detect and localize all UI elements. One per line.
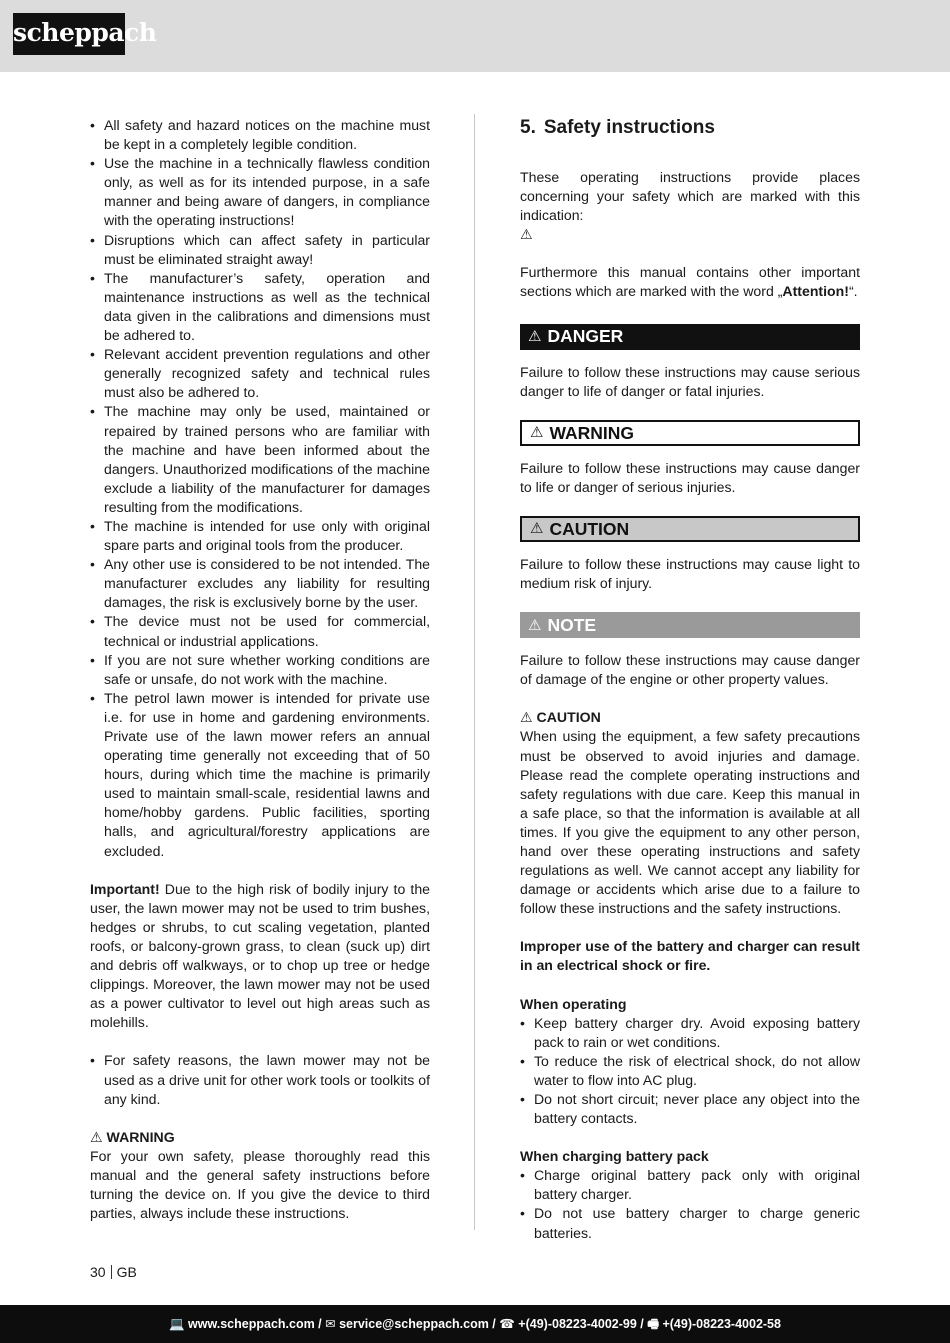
warning-description: Failure to follow these instructions may cause danger to life or danger of serious injuries. bbox=[520, 459, 860, 495]
list-item: • Use the machine in a technically flawless condition only, as well as for its intended purpose, in a safe manner and being aware of dangers, in compliance with the operating instructions! bbox=[90, 154, 430, 230]
list-item: • The machine may only be used, maintained or repaired by trained persons who are familiar with the machine and have been informed about the dangers. Unauthorized modifications of the machine exclude a liability of the manufacturer for damages resulting from the modifications. bbox=[90, 402, 430, 517]
warning-triangle-icon: ⚠ bbox=[530, 519, 544, 537]
spacer bbox=[520, 244, 860, 263]
language-code: GB bbox=[116, 1264, 137, 1280]
contact-footer-bar bbox=[0, 1305, 950, 1343]
spacer bbox=[90, 1109, 430, 1128]
list-item: • All safety and hazard notices on the machine must be kept in a completely legible condition. bbox=[90, 116, 430, 154]
page-separator bbox=[111, 1265, 112, 1279]
signal-label: DANGER bbox=[547, 326, 624, 347]
page-number bbox=[90, 1264, 137, 1280]
spacer bbox=[520, 689, 860, 708]
important-paragraph bbox=[90, 880, 430, 1033]
contact-line: 💻 www.scheppach.com / ✉ service@scheppach.com / ☎ +(49)-08223-4002-99 / 🖷 +(49)-08223-4002-58 bbox=[169, 1317, 781, 1331]
page-number-value: 30 bbox=[90, 1264, 106, 1280]
caution-description: Failure to follow these instructions may cause light to medium risk of injury. bbox=[520, 555, 860, 592]
safety-bullet-list-2 bbox=[90, 1051, 430, 1108]
operating-heading: When operating bbox=[520, 995, 627, 1012]
signal-label: NOTE bbox=[547, 614, 597, 635]
important-label: Important! bbox=[90, 880, 160, 897]
brand-logo: scheppach bbox=[13, 13, 125, 55]
warning-triangle-icon: ⚠ bbox=[528, 328, 542, 346]
spacer bbox=[520, 302, 860, 324]
spacer bbox=[90, 861, 430, 880]
spacer bbox=[90, 1032, 430, 1051]
left-column bbox=[90, 116, 430, 1223]
header-band bbox=[0, 0, 950, 72]
important-text: Due to the high risk of bodily injury to the user, the lawn mower may not be used to trim bushes, hedges or shrubs, to cut scaling vegetation, planted roofs, or balcony-grown grass, to clean (suck up) dirt and debris off walkways, or to chop up tree or hedge clippings. Moreover, the lawn mower may not be used as a power cultivator to level out high areas such as molehills. bbox=[90, 880, 430, 1031]
warning-triangle-icon: ⚠ bbox=[520, 226, 533, 243]
intro-2-text: Furthermore this manual contains other important sections which are marked with the word „ bbox=[520, 264, 860, 300]
signal-label: CAUTION bbox=[549, 518, 630, 539]
attention-word: Attention! bbox=[782, 283, 849, 300]
danger-description: Failure to follow these instructions may cause serious danger to life of danger or fatal injuries. bbox=[520, 363, 860, 399]
charging-heading: When charging battery pack bbox=[520, 1148, 709, 1165]
list-item: • For safety reasons, the lawn mower may not be used as a drive unit for other work tools or toolkits of any kind. bbox=[90, 1051, 430, 1108]
caution-signal-box bbox=[520, 516, 860, 542]
list-item: • To reduce the risk of electrical shock, do not allow water to flow into AC plug. bbox=[520, 1052, 860, 1090]
list-item: • The petrol lawn mower is intended for private use i.e. for use in home and gardening environments. Private use of the lawn mower refers an annual operating time generally not exceeding that of 50 hours, during which time the machine is primarily used to maintain small-scale, residential lawns and home/hobby gardens. Public facilities, sporting halls, and agricultural/forestry applications are excluded. bbox=[90, 689, 430, 861]
list-item: • The device must not be used for commercial, technical or industrial applications. bbox=[90, 612, 430, 650]
section-number: 5. bbox=[520, 117, 536, 138]
signal-label: WARNING bbox=[549, 422, 635, 443]
intro-paragraph-1 bbox=[520, 168, 860, 244]
note-signal-box bbox=[520, 612, 860, 638]
spacer bbox=[520, 976, 860, 995]
spacer bbox=[520, 401, 860, 420]
list-item: • Disruptions which can affect safety in particular must be eliminated straight away! bbox=[90, 231, 430, 269]
note-description: Failure to follow these instructions may cause danger of damage of the engine or other property values. bbox=[520, 652, 860, 688]
spacer bbox=[520, 918, 860, 937]
spacer bbox=[520, 497, 860, 516]
caution-text: When using the equipment, a few safety precautions must be observed to avoid injuries and damage. Please read the complete operating instructions and safety regulations with due care. Keep this manual in a safe place, so that the information is available at all times. If you give the equipment to any other person, hand over these operating instructions and safety regulations as well. We cannot accept any liability for damage or accidents which arise due to a failure to follow these instructions and the safety instructions. bbox=[520, 728, 860, 917]
section-title-text: Safety instructions bbox=[543, 117, 715, 138]
section-title bbox=[520, 117, 860, 139]
caution-heading: ⚠ CAUTION bbox=[520, 709, 601, 726]
charging-bullet-list bbox=[520, 1166, 860, 1242]
warning-triangle-icon: ⚠ bbox=[528, 616, 542, 634]
safety-bullet-list bbox=[90, 116, 430, 861]
list-item: • The manufacturer’s safety, operation and maintenance instructions as well as the technical data given in the calibrations and dimensions must be adhered to. bbox=[90, 269, 430, 345]
list-item: • Relevant accident prevention regulations and other generally recognized safety and technical rules must also be adhered to. bbox=[90, 345, 430, 402]
danger-signal-box bbox=[520, 324, 860, 350]
spacer bbox=[520, 593, 860, 612]
column-divider bbox=[474, 114, 475, 1230]
warning-triangle-icon: ⚠ bbox=[530, 423, 544, 441]
intro-text: These operating instructions provide places concerning your safety which are marked with this indication: bbox=[520, 169, 860, 224]
list-item: • Charge original battery pack only with original battery charger. bbox=[520, 1166, 860, 1204]
list-item: • Any other use is considered to be not intended. The manufacturer excludes any liability for resulting damages, the risk is exclusively borne by the user. bbox=[90, 555, 430, 612]
intro-paragraph-2 bbox=[520, 263, 860, 301]
list-item: • Do not use battery charger to charge generic batteries. bbox=[520, 1204, 860, 1242]
operating-bullet-list bbox=[520, 1014, 860, 1129]
battery-warning: Improper use of the battery and charger can result in an electrical shock or fire. bbox=[520, 938, 860, 974]
warning-heading: ⚠ WARNING bbox=[90, 1128, 175, 1145]
list-item: • Keep battery charger dry. Avoid exposing battery pack to rain or wet conditions. bbox=[520, 1014, 860, 1052]
warning-signal-box bbox=[520, 420, 860, 446]
list-item: • Do not short circuit; never place any object into the battery contacts. bbox=[520, 1090, 860, 1128]
warning-text: For your own safety, please thoroughly read this manual and the general safety instructions before turning the device on. If you give the device to third parties, always include these instructions. bbox=[90, 1147, 430, 1222]
list-item: • The machine is intended for use only with original spare parts and original tools from the producer. bbox=[90, 517, 430, 555]
intro-2-end: “. bbox=[848, 283, 858, 300]
right-column bbox=[520, 116, 860, 1243]
list-item: • If you are not sure whether working conditions are safe or unsafe, do not work with the machine. bbox=[90, 651, 430, 689]
spacer bbox=[520, 1128, 860, 1147]
